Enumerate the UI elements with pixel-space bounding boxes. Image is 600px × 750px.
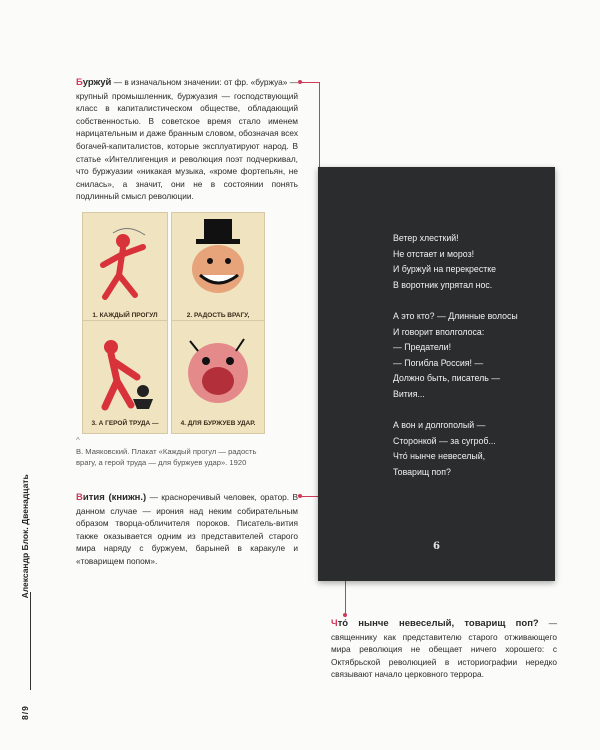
poem-line: Что́ нынче невеселый, [393, 451, 486, 462]
poem-line: А это кто? — Длинные волосы [393, 310, 518, 321]
poster-illustration [172, 213, 264, 325]
note-chto [331, 617, 557, 681]
poem-line: И буржуй на перекрестке [393, 264, 497, 275]
note-text: — красноречивый человек, оратор. В данном случае — ирония над неким собирательным образом творца-обличителя пороков. Писатель-вития также оказывается одним из представителей старого мира наряду с буржуем, барыней в каракуле и «товарищем попом». [76, 492, 298, 566]
poster-illustration [172, 321, 264, 433]
poem-line: В воротник упрятал нос. [393, 279, 493, 290]
running-head-title: Александр Блок. Двенадцать [20, 474, 30, 599]
poem-line: Должно быть, писатель — [393, 373, 501, 384]
poem-line: Сторонкой — за сугроб... [393, 435, 496, 446]
poem-line: И говорит вполголоса: [393, 326, 485, 337]
page-range: 8/9 [20, 705, 30, 720]
poem-stanza [393, 418, 543, 480]
poster-label: 3. А ГЕРОЙ ТРУДА — [91, 420, 159, 427]
poster-illustration [83, 321, 167, 433]
note-term: Буржуй [76, 77, 112, 88]
poem-line: — Предатели! [393, 342, 452, 353]
poem-line: Не отстает и мороз! [393, 248, 475, 259]
book-page [318, 167, 555, 581]
poem-line: Ветер хлесткий! [393, 233, 459, 243]
poster-label: 4. ДЛЯ БУРЖУЕВ УДАР. [180, 420, 256, 427]
poster-panel-4 [171, 320, 265, 434]
leader-line [319, 82, 320, 167]
poem-line: А вон и долгополый — [393, 420, 486, 431]
note-text: — в изначальном значении: от фр. «буржуа» — крупный промышленник, буржуазия — господствующий класс в капиталистическом обществе, обладающий собственностью. В советское время стало именем нарицательным и даже бранным словом, обозначая всех богачей-капиталистов, которые эксплуатируют народ. В статье «Интеллигенция и революция поэт подчеркивал, что буржуазии «никакая музыка, «кроме фортепьян, не снилась», а значит, они не в состоянии понять подлинный смысл революции. [76, 77, 298, 202]
poem-line: Вития... [393, 388, 425, 399]
poem-line: — Погибла Россия! — [393, 357, 484, 368]
poster-panel-3 [82, 320, 168, 434]
poem [393, 231, 543, 496]
poem-stanza [393, 231, 543, 293]
leader-line [300, 82, 320, 83]
caption-mark: ^ [76, 436, 80, 445]
poem-line: Товарищ поп? [393, 466, 451, 477]
poster-illustration [83, 213, 167, 325]
note-term: Что́ нынче невеселый, товарищ поп? [331, 618, 539, 629]
poem-stanza [393, 309, 543, 403]
running-head [20, 474, 30, 720]
poster-label: 1. КАЖДЫЙ ПРОГУЛ [92, 312, 158, 319]
leader-line [300, 496, 319, 497]
leader-dot [298, 80, 302, 84]
book-page-number: 6 [433, 541, 440, 552]
note-vitiya [76, 491, 298, 568]
poster-panel-1 [82, 212, 168, 326]
figure-caption: В. Маяковский. Плакат «Каждый прогул — радость врагу, а герой труда — для буржуев удар». 1920 [76, 447, 257, 467]
note-text: — священнику как представителю старого отживающего мира революция не обещает ничего хорошего: с Октябрьской революцией в историографии нередко связывают начало церковного террора. [331, 618, 557, 680]
running-head-rule [30, 592, 31, 690]
poster-panel-2 [171, 212, 265, 326]
note-term: Вития (книжн.) [76, 492, 147, 503]
leader-line [345, 581, 346, 617]
leader-dot [298, 494, 302, 498]
poster-label: 2. РАДОСТЬ ВРАГУ, [186, 312, 250, 319]
note-burzhui [76, 76, 298, 203]
